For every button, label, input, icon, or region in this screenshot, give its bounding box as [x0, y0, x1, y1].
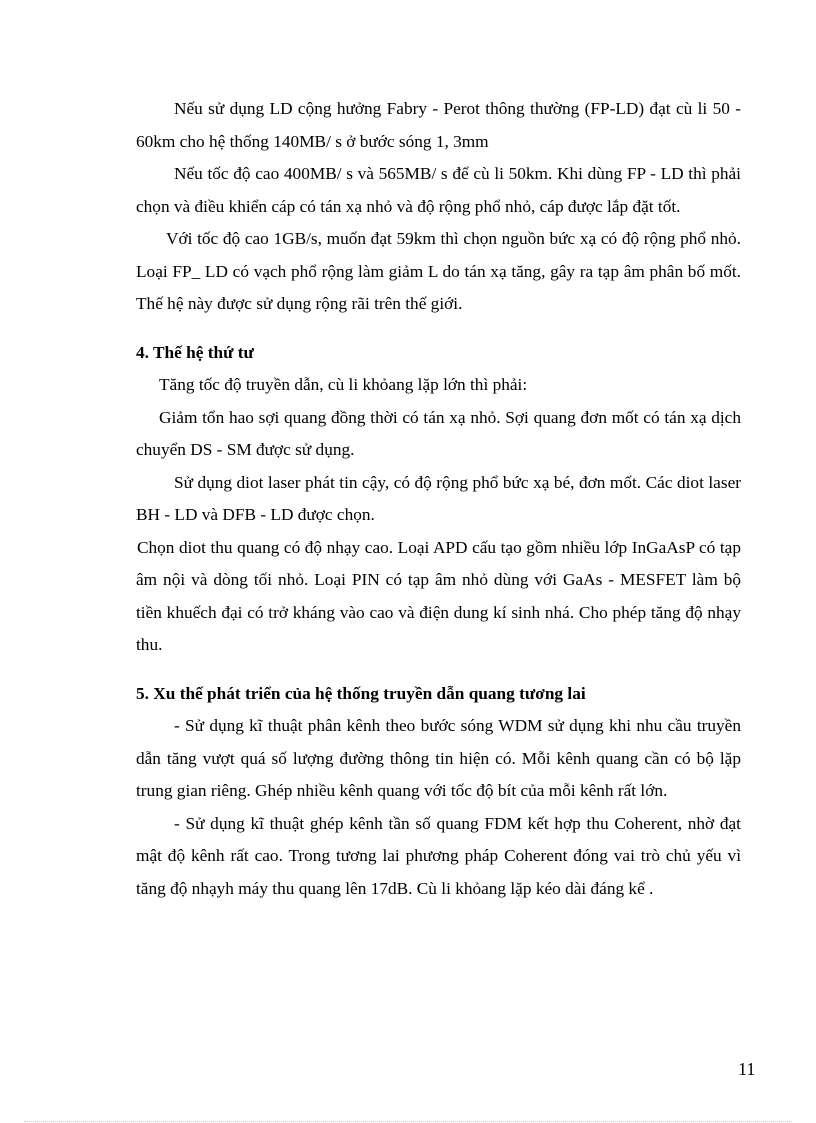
page-content: [136, 93, 741, 905]
paragraph-fp-ld: Nếu sử dụng LD cộng hưởng Fabry - Perot thông thường (FP-LD) đạt cù li 50 - 60km cho hệ thống 140MB/ s ở bước sóng 1, 3mm: [136, 99, 741, 151]
section-4-fiber: Giảm tổn hao sợi quang đồng thời có tán xạ nhỏ. Sợi quang đơn mốt có tán xạ dịch chuyển DS - SM được sử dụng.: [136, 407, 741, 459]
page-bottom-divider: [24, 1121, 792, 1122]
section-4-intro: Tăng tốc độ truyền dẫn, cù li khỏang lặp lớn thì phải:: [159, 375, 528, 394]
paragraph-1gbs: Với tốc độ cao 1GB/s, muốn đạt 59km thì chọn nguồn bức xạ có độ rộng phổ nhỏ. Loại FP_ LD có vạch phổ rộng làm giảm L do tán xạ tăng, gây ra tạp âm phân bố mốt. Thế hệ này được sử dụng rộng rãi trên thế giới.: [136, 229, 741, 313]
section-5-fdm: - Sử dụng kĩ thuật ghép kênh tần số quang FDM kết hợp thu Coherent, nhờ đạt mật độ kênh rất cao. Trong tương lai phương pháp Coherent đóng vai trò chủ yếu vì tăng độ nhạyh máy thu quang lên 17dB. Cù li khỏang lặp kéo dài đáng kể .: [136, 813, 741, 898]
section-5-wdm: - Sử dụng kĩ thuật phân kênh theo bước sóng WDM sử dụng khi nhu cầu truyền dẫn tăng vượt quá số lượng đường thông tin hiện có. Mỗi kênh quang cần có bộ lặp trung gian riêng. Ghép nhiều kênh quang với tốc độ bít của mỗi kênh rất lớn.: [136, 716, 741, 800]
section-4-receiver: Chọn diot thu quang có độ nhạy cao. Loại APD cấu tạo gồm nhiều lớp InGaAsP có tạp âm nội và dòng tối nhỏ. Loại PIN có tạp âm nhỏ dùng với GaAs - MESFET làm bộ tiền khuếch đại có trở kháng vào cao và điện dung kí sinh nhá. Cho phép tăng độ nhạy thu.: [136, 537, 741, 654]
paragraph-high-speed: Nếu tốc độ cao 400MB/ s và 565MB/ s để cù li 50km. Khi dùng FP - LD thì phải chọn và điều khiển cáp có tán xạ nhỏ và độ rộng phổ nhỏ, cáp được lắp đặt tốt.: [136, 164, 741, 216]
section-4-heading: 4. Thế hệ thứ tư: [136, 342, 254, 362]
section-4-laser: Sử dụng diot laser phát tin cậy, có độ rộng phổ bức xạ bé, đơn mốt. Các diot laser BH - LD và DFB - LD được chọn.: [136, 472, 741, 524]
section-5-heading: 5. Xu thế phát triển của hệ thống truyền dẫn quang tương lai: [136, 683, 586, 703]
page-number: 11: [738, 1059, 756, 1079]
